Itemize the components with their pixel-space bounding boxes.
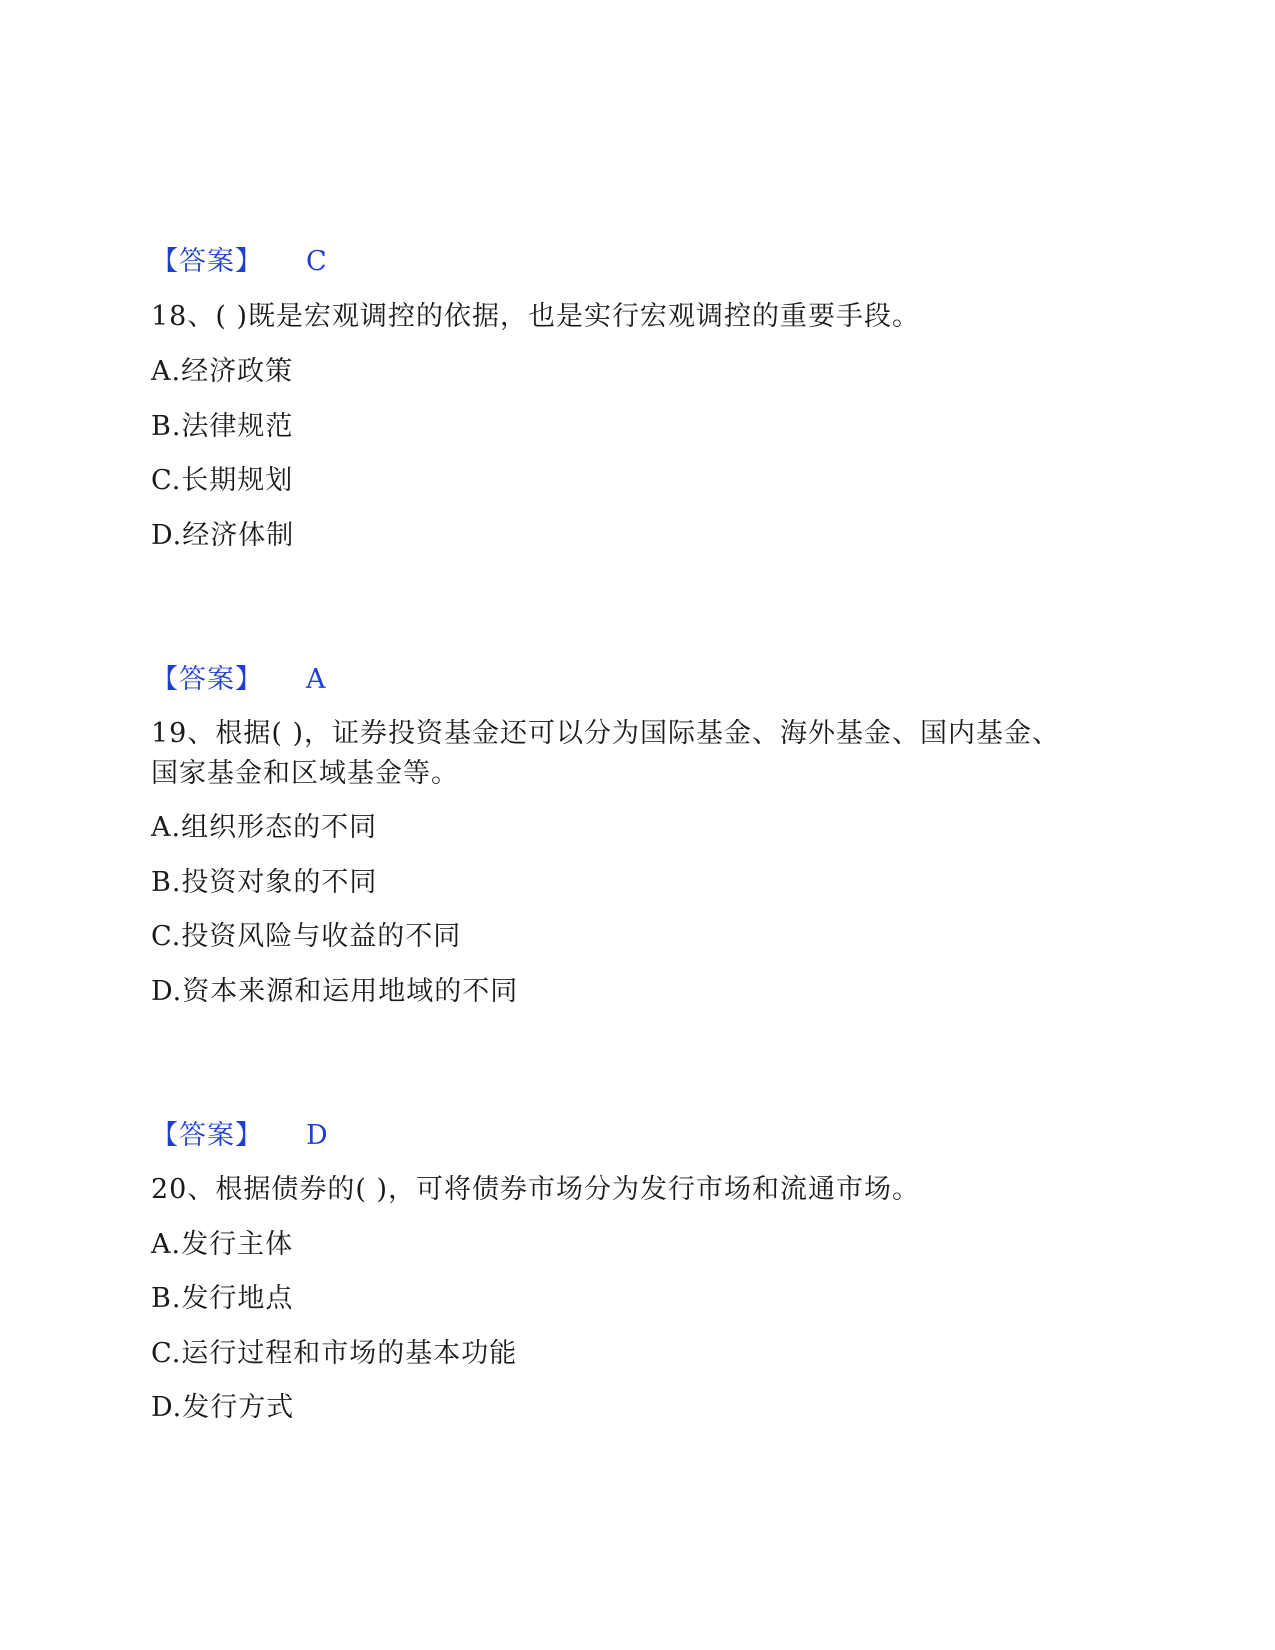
option-d: D.发行方式	[151, 1392, 295, 1423]
answer-label: 【答案】	[151, 664, 263, 695]
option-b: B.投资对象的不同	[151, 867, 378, 898]
answer-line	[151, 248, 551, 278]
option-c: C.长期规划	[151, 465, 294, 496]
answer-line	[151, 666, 551, 696]
option-d: D.资本来源和运用地域的不同	[151, 976, 519, 1007]
option-d: D.经济体制	[151, 520, 295, 551]
option-a: A.经济政策	[151, 356, 294, 387]
answer-value: D	[306, 1120, 329, 1151]
option-b: B.法律规范	[151, 411, 294, 442]
answer-label: 【答案】	[151, 1120, 263, 1151]
option-a: A.发行主体	[151, 1229, 294, 1260]
answer-value: A	[306, 664, 327, 695]
question-text: 20、根据债券的( )，可将债券市场分为发行市场和流通市场。	[151, 1174, 921, 1205]
answer-value: C	[306, 246, 328, 277]
question-text: 19、根据( )，证券投资基金还可以分为国际基金、海外基金、国内基金、	[151, 718, 1061, 749]
question-text-continued: 国家基金和区域基金等。	[151, 758, 459, 789]
answer-line	[151, 1122, 551, 1152]
option-a: A.组织形态的不同	[151, 812, 378, 843]
answer-label: 【答案】	[151, 246, 263, 277]
option-c: C.投资风险与收益的不同	[151, 921, 462, 952]
option-b: B.发行地点	[151, 1283, 294, 1314]
option-c: C.运行过程和市场的基本功能	[151, 1338, 518, 1369]
question-text: 18、( )既是宏观调控的依据，也是实行宏观调控的重要手段。	[151, 301, 921, 332]
